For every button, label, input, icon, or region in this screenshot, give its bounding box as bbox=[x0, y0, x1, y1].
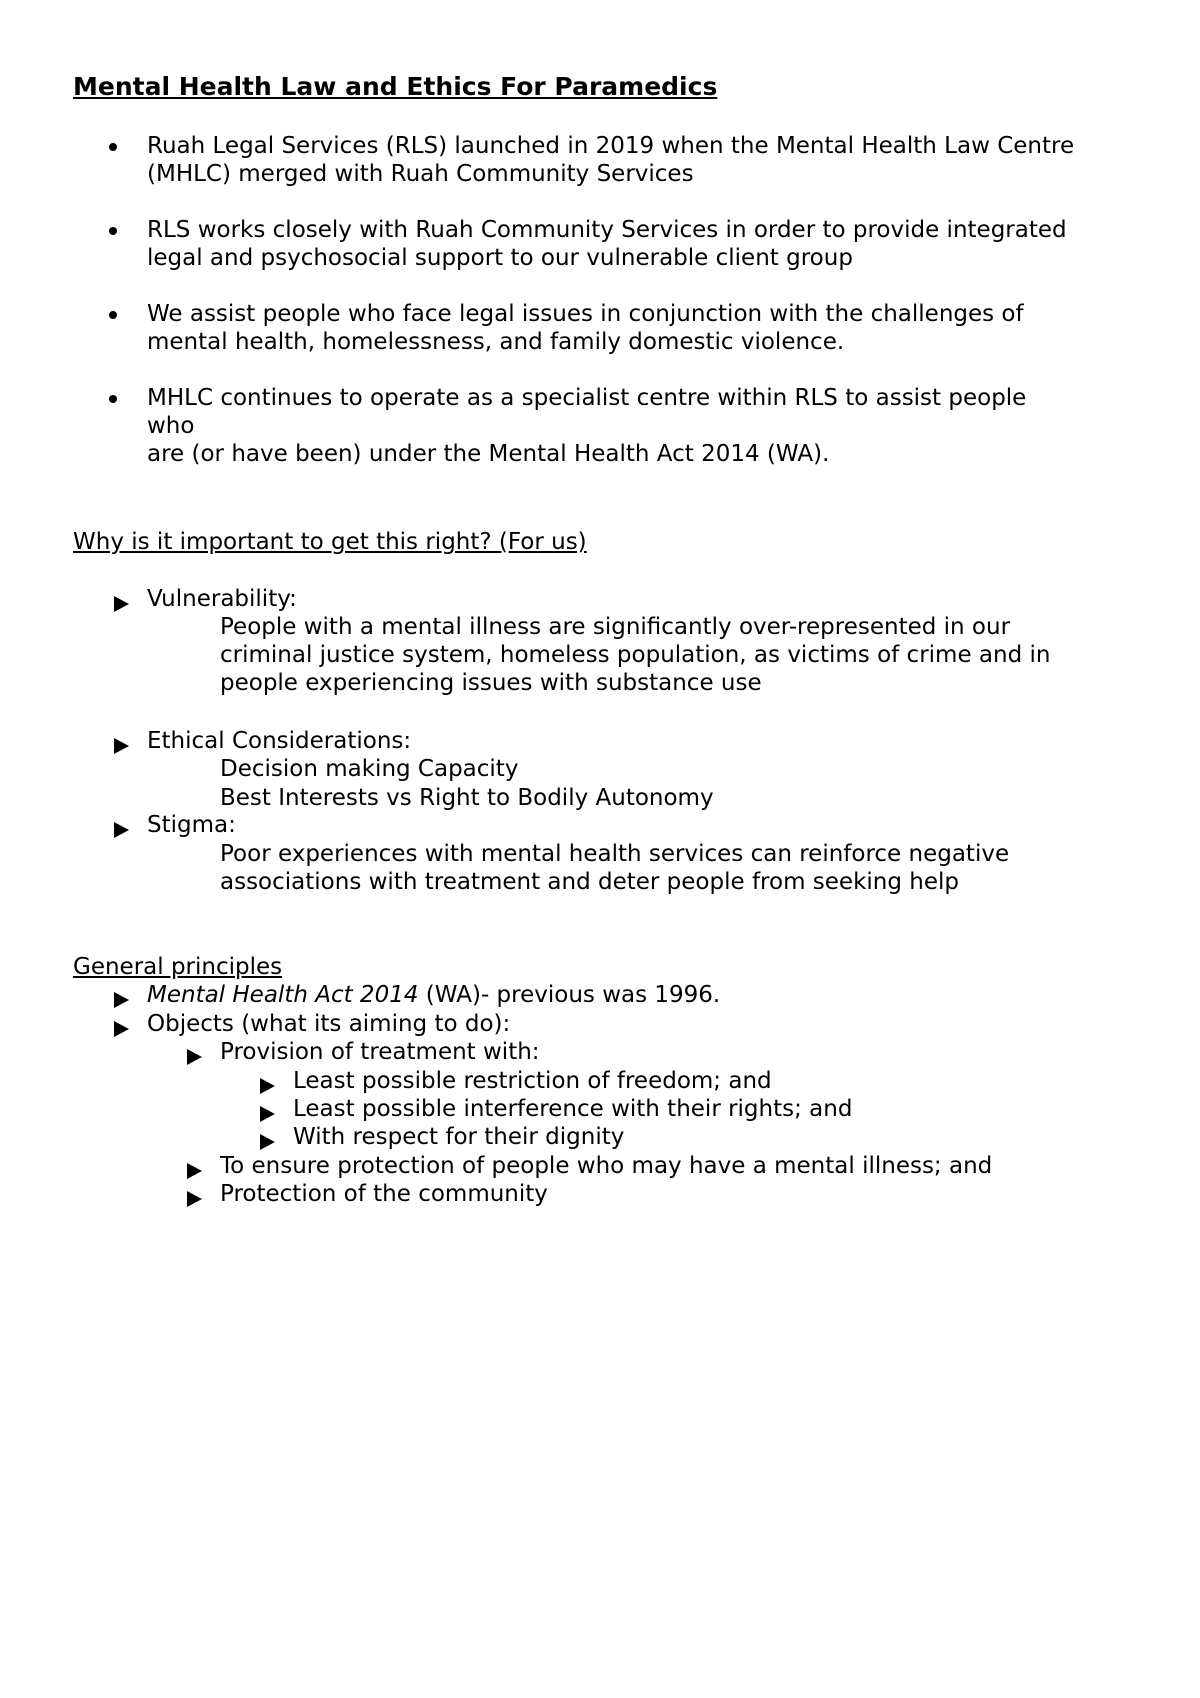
why-item-detail: Decision making Capacity bbox=[220, 756, 519, 782]
bullet-line: We assist people who face legal issues in conjunction with the challenges of bbox=[147, 301, 1024, 327]
bullet-dot-icon bbox=[109, 311, 117, 319]
provision-item bbox=[293, 1095, 852, 1123]
bullet-dot-icon bbox=[109, 143, 117, 151]
why-item-detail: Poor experiences with mental health services can reinforce negative bbox=[220, 841, 1010, 867]
bullet-dot-icon bbox=[109, 227, 117, 235]
provision-item bbox=[293, 1123, 624, 1151]
list-item bbox=[0, 216, 1200, 272]
why-item-stigma bbox=[147, 811, 236, 839]
why-item-detail: criminal justice system, homeless population, as victims of crime and in bbox=[220, 642, 1051, 668]
act-title: Mental Health Act 2014 bbox=[147, 982, 419, 1008]
provision-item-text: Least possible restriction of freedom; and bbox=[293, 1068, 772, 1094]
arrow-bullet-icon bbox=[187, 1163, 202, 1179]
bullet-line: are (or have been) under the Mental Health Act 2014 (WA). bbox=[147, 441, 830, 467]
act-note: (WA)- previous was 1996. bbox=[418, 982, 721, 1008]
arrow-bullet-icon bbox=[260, 1078, 275, 1094]
arrow-bullet-icon bbox=[260, 1106, 275, 1122]
bullet-dot-icon bbox=[109, 395, 117, 403]
protection-item-text: To ensure protection of people who may have a mental illness; and bbox=[220, 1153, 993, 1179]
bullet-line: who bbox=[147, 413, 195, 439]
arrow-bullet-icon bbox=[114, 1021, 129, 1037]
why-item-label: Vulnerability: bbox=[147, 586, 297, 612]
arrow-bullet-icon bbox=[114, 738, 129, 754]
why-item-ethical bbox=[147, 727, 411, 755]
intro-bullet-list bbox=[0, 132, 1200, 496]
objects-item-protection bbox=[220, 1152, 992, 1180]
objects-label: Objects (what its aiming to do): bbox=[147, 1011, 511, 1037]
general-item-objects bbox=[147, 1010, 510, 1038]
protection-item-text: Protection of the community bbox=[220, 1181, 548, 1207]
bullet-line: MHLC continues to operate as a specialist centre within RLS to assist people bbox=[147, 385, 1027, 411]
arrow-bullet-icon bbox=[114, 992, 129, 1008]
arrow-bullet-icon bbox=[187, 1191, 202, 1207]
bullet-line: Ruah Legal Services (RLS) launched in 2019 when the Mental Health Law Centre bbox=[147, 133, 1075, 159]
why-item-detail: people experiencing issues with substance use bbox=[220, 670, 762, 696]
list-item bbox=[0, 300, 1200, 356]
general-principles-heading: General principles bbox=[73, 954, 283, 980]
why-section-heading: Why is it important to get this right? (For us) bbox=[73, 529, 587, 555]
why-item-vulnerability bbox=[147, 585, 297, 613]
list-item bbox=[0, 384, 1200, 468]
arrow-bullet-icon bbox=[114, 822, 129, 838]
objects-item-protection bbox=[220, 1180, 548, 1208]
bullet-line: mental health, homelessness, and family domestic violence. bbox=[147, 329, 845, 355]
arrow-bullet-icon bbox=[187, 1049, 202, 1065]
why-item-label: Ethical Considerations: bbox=[147, 728, 412, 754]
provision-item bbox=[293, 1067, 772, 1095]
general-item-act bbox=[147, 981, 720, 1009]
provision-item-text: With respect for their dignity bbox=[293, 1124, 625, 1150]
arrow-bullet-icon bbox=[260, 1134, 275, 1150]
provision-item-text: Least possible interference with their rights; and bbox=[293, 1096, 853, 1122]
page-title: Mental Health Law and Ethics For Paramedics bbox=[73, 72, 718, 101]
why-item-detail: People with a mental illness are significantly over-represented in our bbox=[220, 614, 1011, 640]
why-item-detail: Best Interests vs Right to Bodily Autonomy bbox=[220, 785, 714, 811]
why-item-detail: associations with treatment and deter people from seeking help bbox=[220, 869, 959, 895]
provision-label: Provision of treatment with: bbox=[220, 1039, 540, 1065]
list-item bbox=[0, 132, 1200, 188]
arrow-bullet-icon bbox=[114, 596, 129, 612]
bullet-line: (MHLC) merged with Ruah Community Services bbox=[147, 161, 694, 187]
bullet-line: legal and psychosocial support to our vulnerable client group bbox=[147, 245, 853, 271]
why-item-label: Stigma: bbox=[147, 812, 236, 838]
bullet-line: RLS works closely with Ruah Community Services in order to provide integrated bbox=[147, 217, 1067, 243]
objects-item-provision bbox=[220, 1038, 540, 1066]
